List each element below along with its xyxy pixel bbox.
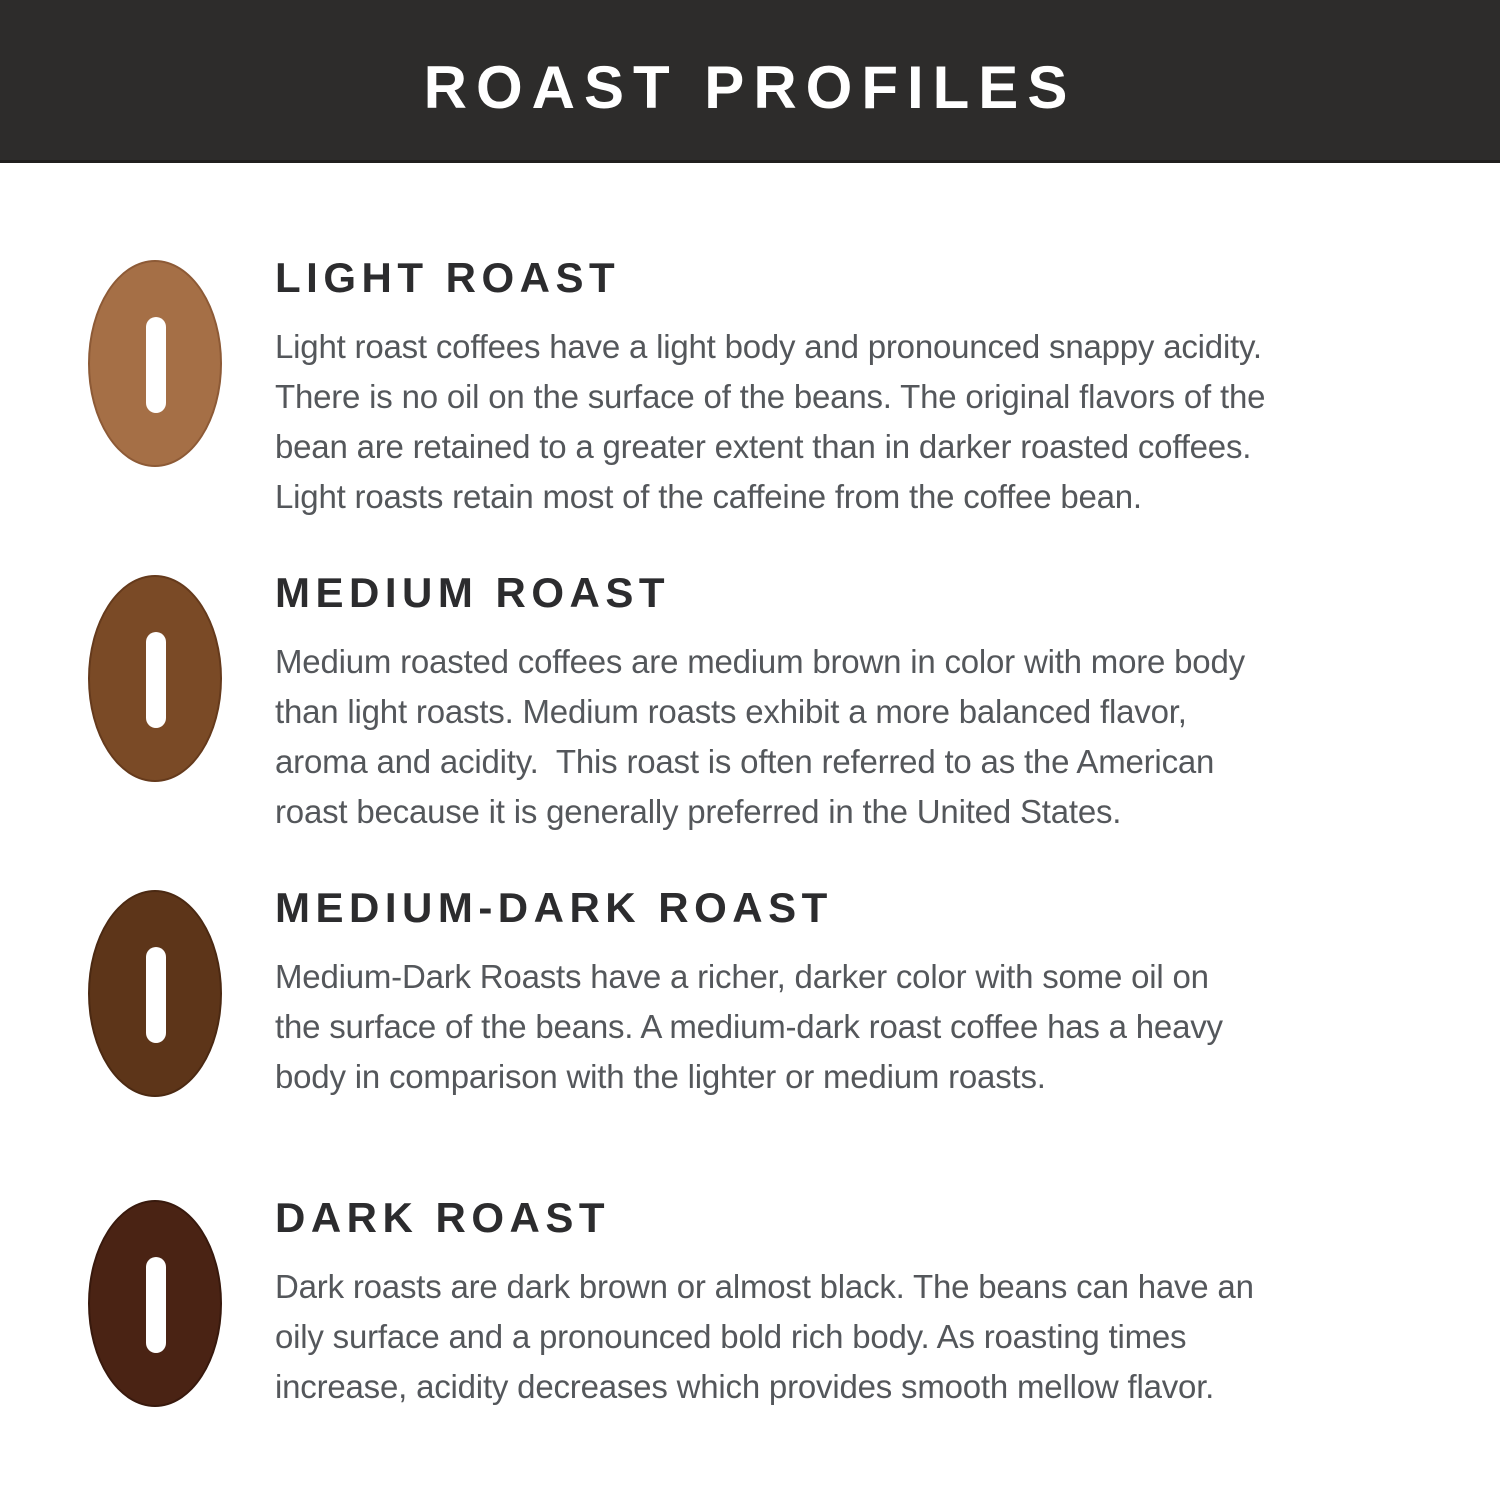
paragraph-line: body in comparison with the lighter or medium roasts. — [275, 1058, 1046, 1095]
section-medium-dark-roast — [0, 884, 1500, 1200]
paragraph-line: than light roasts. Medium roasts exhibit a more balanced flavor, — [275, 693, 1187, 730]
bean-slit — [146, 317, 166, 413]
paragraph-line: aroma and acidity. This roast is often referred to as the American — [275, 743, 1215, 780]
bean-slit — [146, 947, 166, 1043]
paragraph-line: the surface of the beans. A medium-dark roast coffee has a heavy — [275, 1008, 1223, 1045]
section-title: LIGHT ROAST — [275, 254, 621, 301]
section-title: MEDIUM ROAST — [275, 569, 670, 616]
paragraph-line: There is no oil on the surface of the beans. The original flavors of the — [275, 378, 1266, 415]
paragraph-line: roast because it is generally preferred in the United States. — [275, 793, 1122, 830]
coffee-bean-icon — [88, 1200, 222, 1407]
bean-slit — [146, 1257, 166, 1353]
section-paragraph — [275, 637, 1245, 837]
paragraph-line: increase, acidity decreases which provides smooth mellow flavor. — [275, 1368, 1215, 1405]
section-paragraph — [275, 1262, 1254, 1412]
paragraph-line: bean are retained to a greater extent than in darker roasted coffees. — [275, 428, 1252, 465]
section-medium-roast — [0, 569, 1500, 890]
coffee-bean-icon — [88, 575, 222, 782]
section-title: DARK ROAST — [275, 1194, 610, 1241]
paragraph-line: Light roast coffees have a light body and pronounced snappy acidity. — [275, 328, 1262, 365]
paragraph-line: Medium roasted coffees are medium brown in color with more body — [275, 643, 1245, 680]
paragraph-line: Dark roasts are dark brown or almost black. The beans can have an — [275, 1268, 1254, 1305]
section-title: MEDIUM-DARK ROAST — [275, 884, 833, 931]
paragraph-line: oily surface and a pronounced bold rich body. As roasting times — [275, 1318, 1187, 1355]
section-paragraph — [275, 952, 1223, 1102]
paragraph-line: Light roasts retain most of the caffeine from the coffee bean. — [275, 478, 1142, 515]
section-dark-roast — [0, 1194, 1500, 1460]
coffee-bean-icon — [88, 260, 222, 467]
section-paragraph — [275, 322, 1265, 522]
header-bar — [0, 0, 1500, 163]
coffee-bean-icon — [88, 890, 222, 1097]
section-light-roast — [0, 254, 1500, 575]
paragraph-line: Medium-Dark Roasts have a richer, darker color with some oil on — [275, 958, 1209, 995]
page-title: ROAST PROFILES — [423, 53, 1077, 121]
bean-slit — [146, 632, 166, 728]
